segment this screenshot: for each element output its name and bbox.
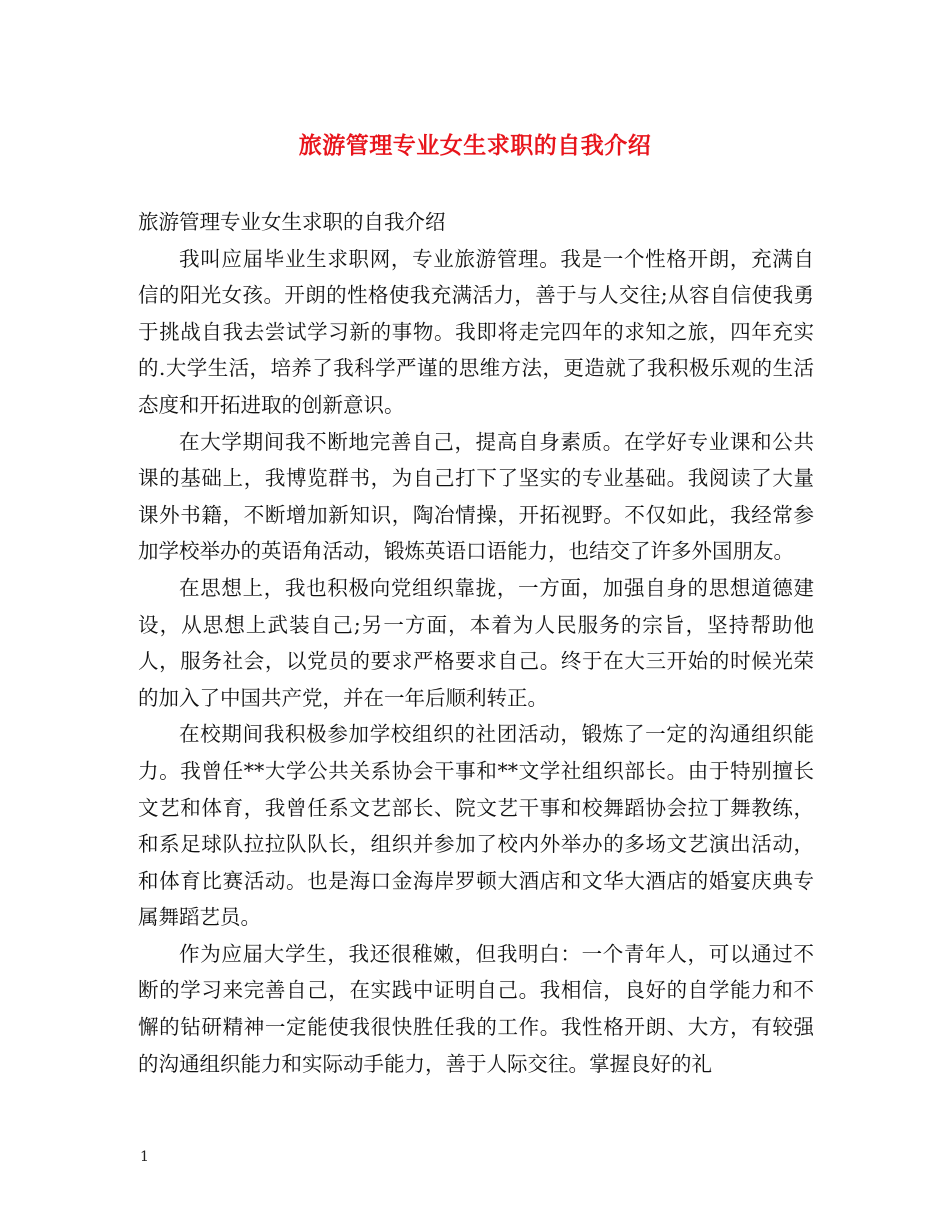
paragraph-2: 在大学期间我不断地完善自己，提高自身素质。在学好专业课和公共课的基础上，我博览群书，为自己打下了坚实的专业基础。我阅读了大量课外书籍，不断增加新知识，陶冶情操，开拓视野。不仅如此，我经常参加学校举办的英语角活动，锻炼英语口语能力，也结交了许多外国朋友。 [138, 429, 814, 564]
document-body [138, 204, 814, 1082]
document-subtitle: 旅游管理专业女生求职的自我介绍 [138, 210, 446, 234]
page-number: 1 [140, 1149, 149, 1165]
paragraph-5: 作为应届大学生，我还很稚嫩，但我明白：一个青年人，可以通过不断的学习来完善自己，在实践中证明自己。我相信，良好的自学能力和不懈的钻研精神一定能使我很快胜任我的工作。我性格开朗、大方，有较强的沟通组织能力和实际动手能力，善于人际交往。掌握良好的礼 [138, 941, 814, 1076]
paragraph-1: 我叫应届毕业生求职网，专业旅游管理。我是一个性格开朗，充满自信的阳光女孩。开朗的性格使我充满活力，善于与人交往;从容自信使我勇于挑战自我去尝试学习新的事物。我即将走完四年的求知之旅，四年充实的.大学生活，培养了我科学严谨的思维方法，更造就了我积极乐观的生活态度和开拓进取的创新意识。 [138, 246, 814, 417]
paragraph-4: 在校期间我积极参加学校组织的社团活动，锻炼了一定的沟通组织能力。我曾任**大学公共关系协会干事和**文学社组织部长。由于特别擅长文艺和体育，我曾任系文艺部长、院文艺干事和校舞蹈协会拉丁舞教练，和系足球队拉拉队队长，组织并参加了校内外举办的多场文艺演出活动，和体育比赛活动。也是海口金海岸罗顿大酒店和文华大酒店的婚宴庆典专属舞蹈艺员。 [138, 722, 814, 930]
paragraph-3: 在思想上，我也积极向党组织靠拢，一方面，加强自身的思想道德建设，从思想上武装自己;另一方面，本着为人民服务的宗旨，坚持帮助他人，服务社会，以党员的要求严格要求自己。终于在大三开始的时候光荣的加入了中国共产党，并在一年后顺利转正。 [138, 575, 814, 710]
document-title: 旅游管理专业女生求职的自我介绍 [298, 132, 652, 159]
